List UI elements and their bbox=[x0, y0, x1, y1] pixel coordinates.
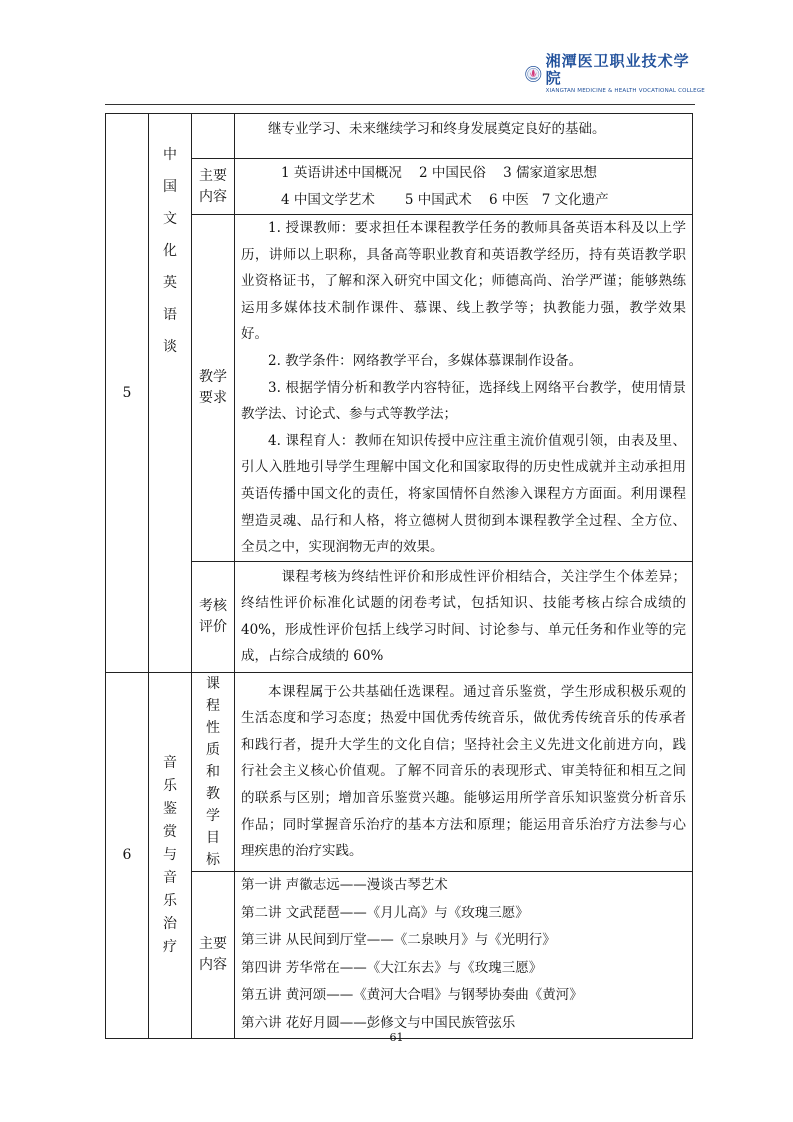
req-label-5: 教学要求 bbox=[199, 368, 227, 406]
lecture-item-3: 第三讲 从民间到厅堂——《二泉映月》与《光明行》 bbox=[241, 932, 556, 949]
college-emblem-icon bbox=[525, 56, 542, 92]
course-name-5: 中国文化英语谈 bbox=[163, 147, 177, 355]
req-cell bbox=[235, 215, 693, 562]
table-row bbox=[106, 215, 693, 562]
lecture-item-2: 第二讲 文武琵琶——《月儿高》与《玫瑰三愿》 bbox=[241, 904, 529, 921]
goal-text: 本课程属于公共基础任选课程。通过音乐鉴赏，学生形成积极乐观的生活态度和学习态度；热爱中国优秀传统音乐，做优秀传统音乐的传承者和践行者，提升大学生的文化自信；坚持社会主义先进文化前进方向，践行社会主义核心价值观。了解不同音乐的表现形式、审美特征和相互之间的联系与区别；增加音乐鉴赏兴趣。能够运用所学音乐知识鉴赏分析音乐作品；同时掌握音乐治疗的基本方法和原理；能运用音乐治疗方法参与心理疾患的治疗实践。 bbox=[241, 683, 686, 860]
content-label-5: 主要内容 bbox=[199, 167, 227, 205]
req-label-cell bbox=[192, 215, 235, 562]
table-row bbox=[106, 561, 693, 672]
content-cell bbox=[235, 159, 693, 215]
lecture-item-5: 第五讲 黄河颂——《黄河大合唱》与钢琴协奏曲《黄河》 bbox=[241, 987, 583, 1004]
course-name-cell bbox=[149, 672, 192, 1038]
content-label-cell bbox=[192, 159, 235, 215]
empty-label-cell bbox=[192, 114, 235, 159]
content-line-2: 4 中国文学艺术 5 中国武术 6 中医 7 文化遗产 bbox=[281, 191, 609, 208]
req-paragraph-3: 3. 根据学情分析和教学内容特征，选择线上网络平台教学，使用情景教学法、讨论式、参与式等教学法； bbox=[241, 379, 686, 423]
req-paragraph-1: 1. 授课教师：要求担任本课程教学任务的教师具备英语本科及以上学历，讲师以上职称，具备高等职业教育和英语教学经历，持有英语教学职业资格证书，了解和深入研究中国文化；师德高尚、治学严谨；能够熟练运用多媒体技术制作课件、慕课、线上教学等；执教能力强，教学效果好。 bbox=[241, 220, 686, 343]
lecture-item-4: 第四讲 芳华常在——《大江东去》与《玫瑰三愿》 bbox=[241, 959, 543, 976]
goal-cell bbox=[235, 672, 693, 871]
table-row bbox=[106, 159, 693, 215]
content-label-6: 主要内容 bbox=[199, 935, 227, 973]
assess-label-5: 考核评价 bbox=[199, 597, 227, 635]
continued-text: 继专业学习、未来继续学习和终身发展奠定良好的基础。 bbox=[268, 121, 606, 137]
logo-chinese-name: 湘潭医卫职业技术学院 bbox=[545, 52, 690, 87]
course-table bbox=[105, 113, 693, 1039]
assess-text: 课程考核为终结性评价和形成性评价相结合，关注学生个体差异；终结性评价标准化试题的闭卷考试，包括知识、技能考核占综合成绩的40%，形成性评价包括上线学习时间、讨论参与、单元任务和作业等的完成，占综合成绩的 60% bbox=[241, 568, 686, 665]
logo-english-name: XIANGTAN MEDICINE & HEALTH VOCATIONAL COLLEGE bbox=[545, 88, 705, 94]
continued-text-cell bbox=[235, 114, 693, 159]
content-line-1: 1 英语讲述中国概况 2 中国民俗 3 儒家道家思想 bbox=[281, 164, 597, 181]
course-name-6: 音乐鉴赏与音乐治疗 bbox=[163, 754, 177, 955]
goal-label-cell bbox=[192, 672, 235, 871]
assess-label-cell bbox=[192, 561, 235, 672]
assess-cell bbox=[235, 561, 693, 672]
content-label-cell bbox=[192, 871, 235, 1038]
college-logo bbox=[525, 52, 705, 94]
lecture-item-6: 第六讲 花好月圆——彭修文与中国民族管弦乐 bbox=[241, 1014, 516, 1031]
req-paragraph-2: 2. 教学条件：网络教学平台，多媒体慕课制作设备。 bbox=[268, 352, 583, 369]
course-number-6: 6 bbox=[106, 672, 149, 1038]
req-paragraph-4: 4. 课程育人：教师在知识传授中应注重主流价值观引领，由表及里、引人入胜地引导学生理解中国文化和国家取得的历史性成就并主动承担用英语传播中国文化的责任，将家国情怀自然渗入课程方方面面。利用课程塑造灵魂、品行和人格，将立德树人贯彻到本课程教学全过程、全方位、全员之中，实现润物无声的效果。 bbox=[241, 432, 686, 556]
header-divider bbox=[105, 104, 695, 105]
table-row bbox=[106, 871, 693, 1038]
goal-label-6: 课程性质和教学目标 bbox=[206, 675, 220, 868]
course-number-5: 5 bbox=[106, 114, 149, 673]
table-row bbox=[106, 114, 693, 159]
lecture-item-1: 第一讲 声徽志远——漫谈古琴艺术 bbox=[241, 877, 448, 894]
page-number: 61 bbox=[389, 1031, 404, 1044]
table-row bbox=[106, 672, 693, 871]
course-name-cell bbox=[149, 114, 192, 673]
lectures-cell bbox=[235, 871, 693, 1038]
